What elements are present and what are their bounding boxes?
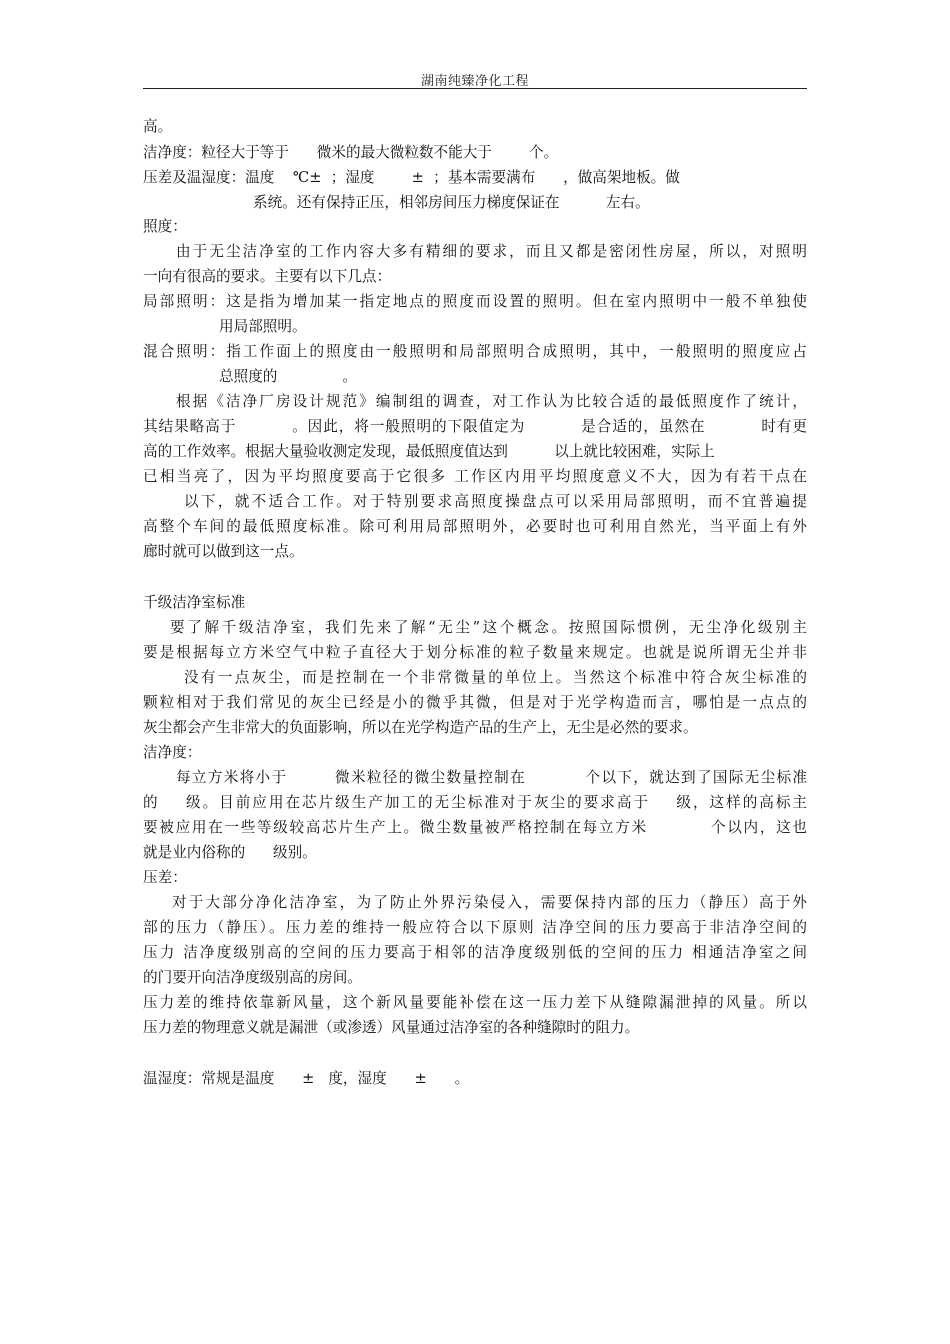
text-line: 照度：	[143, 218, 187, 235]
text-line: 每立方米将小于 微米粒径的微尘数量控制在 个以下，就达到了国际无尘标准	[176, 769, 807, 786]
text-line: 高整个车间的最低照度标准。除可利用局部照明外，必要时也可利用自然光，当平面上有外	[143, 518, 807, 535]
text-line: 压力差的维持依靠新风量，这个新风量要能补偿在这一压力差下从缝隙漏泄掉的风量。所以	[143, 994, 807, 1011]
text-line: 要了解千级洁净室，我们先来了解“无尘”这个概念。按照国际惯例，无尘净化级别主	[170, 619, 807, 636]
text-line: 以下，就不适合工作。对于特别要求高照度操盘点可以采用局部照明，而不宜普遍提	[184, 493, 807, 510]
text-line: 要被应用在一些等级较高芯片生产上。微尘数量被严格控制在每立方米 个以内，这也	[143, 819, 807, 836]
page-header: 湖南纯臻净化工程	[420, 74, 529, 89]
text-line: 温湿度：常规是温度 ± 度，湿度 ± 。	[143, 1070, 470, 1087]
text-line: 混合照明：指工作面上的照度由一般照明和局部照明合成照明，其中，一般照明的照度应占	[143, 343, 807, 360]
text-line: 压力 洁净度级别高的空间的压力要高于相邻的洁净度级别低的空间的压力 相通洁净室之间	[143, 944, 807, 961]
header-rule	[143, 88, 807, 89]
section-heading: 千级洁净室标准	[143, 594, 246, 611]
text-line: 高的工作效率。根据大量验收测定发现，最低照度值达到 以上就比较困难，实际上	[143, 443, 715, 460]
text-line: 系统。还有保持正压，相邻房间压力梯度保证在 左右。	[253, 194, 650, 211]
text-line: 由于无尘洁净室的工作内容大多有精细的要求，而且又都是密闭性房屋，所以，对照明	[176, 243, 807, 260]
text-line: 部的压力（静压）。压力差的维持一般应符合以下原则 洁净空间的压力要高于非洁净空间的	[143, 919, 807, 936]
text-line: 一向有很高的要求。主要有以下几点：	[143, 268, 392, 285]
text-line: 高。	[143, 118, 173, 135]
text-line: 没有一点灰尘，而是控制在一个非常微量的单位上。当然这个标准中符合灰尘标准的	[184, 669, 807, 686]
text-line: 灰尘都会产生非常大的负面影响，所以在光学构造产品的生产上，无尘是必然的要求。	[143, 719, 698, 736]
text-line: 的 级。目前应用在芯片级生产加工的无尘标准对于灰尘的要求高于 级，这样的高标主	[143, 794, 807, 811]
text-line: 压差及温湿度：温度 ℃± ；湿度 ± ；基本需要满布 ，做高架地板。做	[143, 169, 680, 186]
text-line: 压力差的物理意义就是漏泄（或渗透）风量通过洁净室的各种缝隙时的阻力。	[143, 1019, 640, 1036]
text-line: 局部照明：这是指为增加某一指定地点的照度而设置的照明。但在室内照明中一般不单独使	[143, 293, 807, 310]
text-line: 对于大部分净化洁净室，为了防止外界污染侵入，需要保持内部的压力（静压）高于外	[172, 894, 807, 911]
text-line: 就是业内俗称的 级别。	[143, 844, 317, 861]
text-line: 廊时就可以做到这一点。	[143, 543, 304, 560]
text-line: 其结果略高于 。因此，将一般照明的下限值定为 是合适的，虽然在 时有更	[143, 418, 807, 435]
text-line: 已相当亮了，因为平均照度要高于它很多 工作区内用平均照度意义不大，因为有若干点在	[143, 468, 807, 485]
text-line: 根据《洁净厂房设计规范》编制组的调查，对工作认为比较合适的最低照度作了统计，	[176, 393, 807, 410]
text-line: 压差：	[143, 869, 187, 886]
text-line: 的门要开向洁净度级别高的房间。	[143, 969, 362, 986]
text-line: 总照度的 。	[219, 368, 357, 385]
text-line: 颗粒相对于我们常见的灰尘已经是小的微乎其微，但是对于光学构造而言，哪怕是一点点的	[143, 694, 807, 711]
text-line: 用局部照明。	[219, 318, 307, 335]
text-line: 洁净度：	[143, 744, 202, 761]
text-line: 洁净度：粒径大于等于 微米的最大微粒数不能大于 个。	[143, 144, 559, 161]
text-line: 要是根据每立方米空气中粒子直径大于划分标准的粒子数量来规定。也就是说所谓无尘并非	[143, 644, 807, 661]
